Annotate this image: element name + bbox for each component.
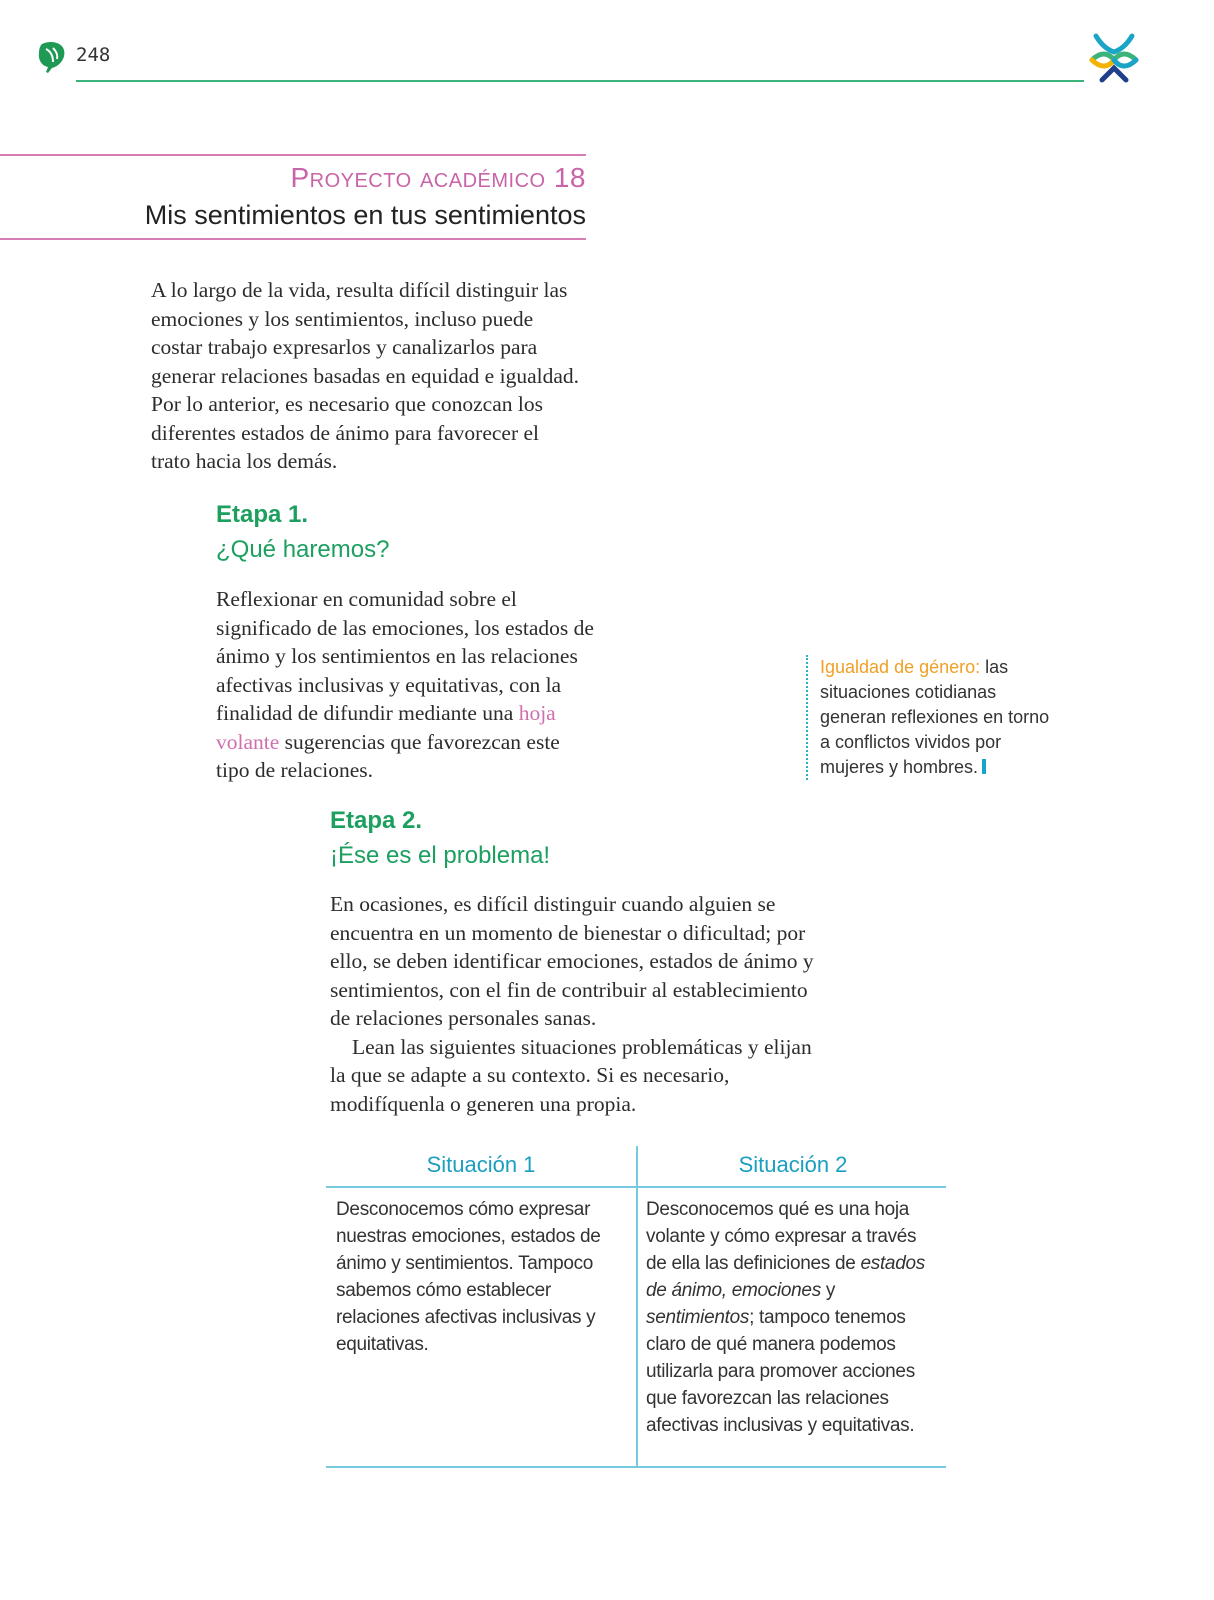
situations-table: [326, 1146, 946, 1468]
stage2-paragraph-1: En ocasiones, es difícil distinguir cuando alguien se encuentra en un momento de bienestar o dificultad; por ello, se deben identificar emociones, estados de ánimo y sentimientos, con el fin de contribuir al establecimiento de relaciones personales sanas.: [330, 892, 814, 1030]
glossary-definition: las situaciones cotidianas generan reflexiones en torno a conflictos vividos por mujeres y hombres.: [820, 657, 1050, 777]
situation2-header: Situación 2: [738, 1152, 848, 1177]
situation2-italic-a: estados de ánimo, emociones: [646, 1253, 925, 1301]
table-divider: [636, 1146, 638, 1468]
stage1-subheading: ¿Qué haremos?: [216, 536, 390, 563]
intro-paragraph: A lo largo de la vida, resulta difícil distinguir las emociones y los sentimientos, incluso puede costar trabajo expresarlos y canalizarlos para generar relaciones basadas en equidad e igualdad. Por lo anterior, es necesario que conozcan los diferentes estados de ánimo para favorecer el trato hacia los demás.: [151, 278, 580, 473]
glossary-note: [806, 655, 1060, 780]
hoja-volante-link: hoja volante: [216, 701, 556, 754]
end-mark-icon: [982, 759, 986, 774]
leaf-icon: [36, 40, 68, 74]
situation2-text-b: y: [820, 1280, 836, 1301]
stage2-subheading: ¡Ése es el problema!: [330, 842, 551, 869]
stage1-text: [216, 585, 596, 785]
title-rule-bottom: [0, 238, 586, 240]
stage1-text-before: Reflexionar en comunidad sobre el significado de las emociones, los estados de ánimo y los sentimientos en las relaciones afectivas inclusivas y equitativas, con la finalidad de difundir mediante una: [216, 587, 594, 725]
stage2-heading: Etapa 2.: [330, 807, 423, 834]
emblem-icon: [1088, 30, 1140, 86]
glossary-term: Igualdad de género:: [820, 657, 981, 677]
situation2-text-a: Desconocemos qué es una hoja volante y cómo expresar a través de ella las definiciones de: [646, 1199, 917, 1274]
situation2-text-c: ; tampoco tenemos claro de qué manera podemos utilizarla para promover acciones que favorezcan las relaciones afectivas inclusivas y equitativas.: [646, 1307, 915, 1436]
situation2-italic-b: sentimientos: [646, 1307, 750, 1328]
table-bottom-rule: [326, 1466, 946, 1468]
stage2-paragraph-2: Lean las siguientes situaciones problemáticas y elijan la que se adapte a su contexto. Si es necesario, modifíquenla o generen una propia.: [330, 1034, 812, 1116]
header-rule: [76, 80, 1084, 82]
situation1-header: Situación 1: [426, 1152, 536, 1177]
stage1-heading: Etapa 1.: [216, 501, 309, 528]
stage2-text: [330, 890, 820, 1118]
project-subtitle: Mis sentimientos en tus sentimientos: [144, 200, 586, 230]
situation2-text: [646, 1196, 936, 1439]
page-number: 248: [76, 44, 111, 66]
project-title: Proyecto académico 18: [290, 162, 586, 193]
situation1-text: Desconocemos cómo expresar nuestras emociones, estados de ánimo y sentimientos. Tampoco sabemos cómo establecer relaciones afectivas inclusivas y equitativas.: [336, 1199, 601, 1355]
table-header-rule: [326, 1186, 946, 1188]
title-rule-top: [0, 154, 586, 156]
stage1-text-after: sugerencias que favorezcan este tipo de relaciones.: [216, 729, 560, 782]
